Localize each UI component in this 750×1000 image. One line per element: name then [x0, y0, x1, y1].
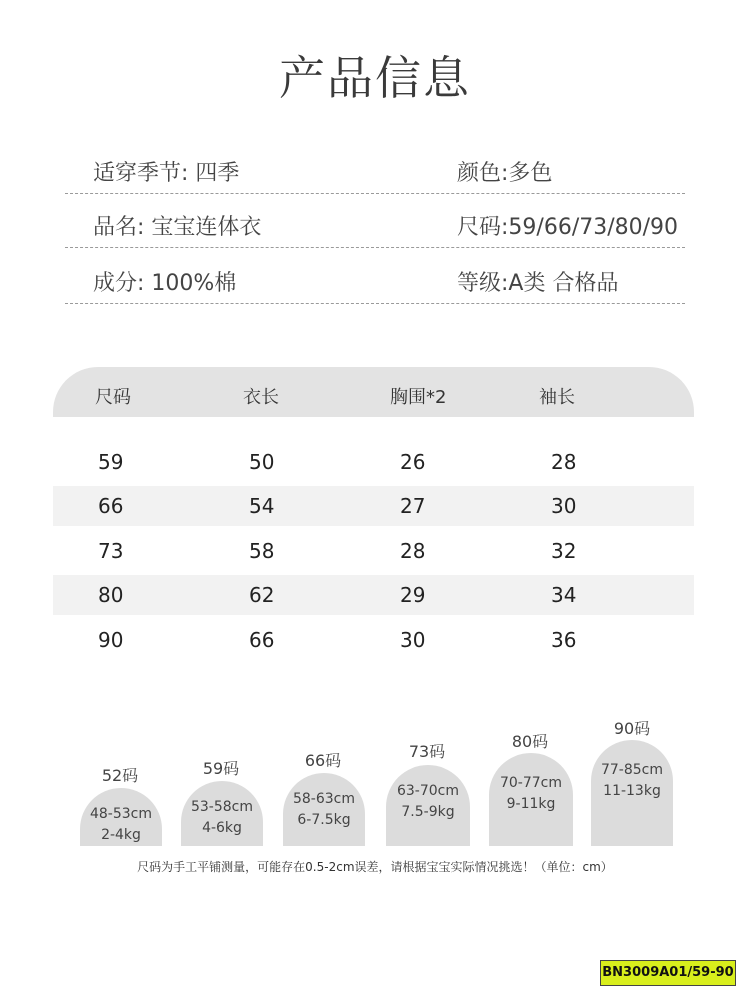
measurement-note: 尺码为手工平铺测量，可能存在0.5-2cm误差，请根据宝宝实际情况挑选！（单位：cm） [137, 860, 613, 874]
header-sleeve: 袖长 [539, 387, 575, 408]
cell-chest: 28 [400, 539, 426, 563]
bubble-label-59: 59码 [202, 759, 240, 778]
bubble-weight: 9-11kg [506, 796, 556, 812]
info-sizes: 尺码:59/66/73/80/90 [457, 215, 679, 240]
bubble-height: 77-85cm [600, 762, 663, 778]
cell-chest: 27 [400, 494, 426, 518]
header-chest: 胸围*2 [390, 387, 447, 408]
table-row [53, 620, 694, 660]
info-color: 颜色:多色 [457, 161, 553, 186]
table-row [53, 531, 694, 571]
bubble-weight: 2-4kg [101, 827, 141, 843]
bubble-height: 53-58cm [190, 799, 253, 815]
size-bubble-52 [80, 788, 162, 846]
cell-sleeve: 34 [551, 583, 577, 607]
product-code-badge: BN3009A01/59-90 [600, 960, 736, 986]
cell-length: 54 [249, 494, 275, 518]
bubble-weight: 6-7.5kg [297, 812, 351, 828]
cell-sleeve: 32 [551, 539, 577, 563]
info-material: 成分: 100%棉 [93, 271, 237, 296]
bubble-weight: 4-6kg [202, 820, 242, 836]
table-row [53, 442, 694, 482]
info-product-name: 品名: 宝宝连体衣 [93, 215, 262, 240]
bubble-weight: 7.5-9kg [401, 804, 455, 820]
page-title: 产品信息 [279, 51, 471, 105]
bubble-label-80: 80码 [511, 732, 549, 751]
bubble-label-73: 73码 [408, 742, 446, 761]
bubble-label-52: 52码 [101, 766, 139, 785]
bubble-height: 70-77cm [499, 775, 562, 791]
cell-length: 58 [249, 539, 275, 563]
cell-length: 62 [249, 583, 275, 607]
header-length: 衣长 [243, 387, 279, 408]
cell-size: 73 [98, 539, 124, 563]
header-size: 尺码 [95, 387, 131, 408]
info-row-material [65, 263, 685, 304]
size-bubble-66 [283, 773, 365, 846]
table-row [53, 486, 694, 526]
bubble-label-90: 90码 [613, 719, 651, 738]
size-bubble-80 [489, 753, 573, 846]
cell-chest: 29 [400, 583, 426, 607]
cell-size: 80 [98, 583, 124, 607]
size-bubble-59 [181, 781, 263, 846]
size-bubble-73 [386, 765, 470, 846]
cell-chest: 30 [400, 628, 426, 652]
cell-length: 66 [249, 628, 275, 652]
cell-sleeve: 28 [551, 450, 577, 474]
info-row-name [65, 207, 685, 248]
cell-chest: 26 [400, 450, 426, 474]
bubble-height: 58-63cm [292, 791, 355, 807]
info-season: 适穿季节: 四季 [93, 161, 240, 186]
info-grade: 等级:A类 合格品 [457, 271, 619, 296]
cell-sleeve: 30 [551, 494, 577, 518]
cell-length: 50 [249, 450, 275, 474]
bubble-height: 63-70cm [396, 783, 459, 799]
cell-sleeve: 36 [551, 628, 577, 652]
table-row [53, 575, 694, 615]
cell-size: 59 [98, 450, 124, 474]
cell-size: 66 [98, 494, 124, 518]
info-row-season [65, 153, 685, 194]
size-bubble-90 [591, 740, 673, 846]
bubble-weight: 11-13kg [603, 783, 661, 799]
bubble-height: 48-53cm [89, 806, 152, 822]
size-table-header [53, 367, 694, 417]
cell-size: 90 [98, 628, 124, 652]
bubble-label-66: 66码 [304, 751, 342, 770]
